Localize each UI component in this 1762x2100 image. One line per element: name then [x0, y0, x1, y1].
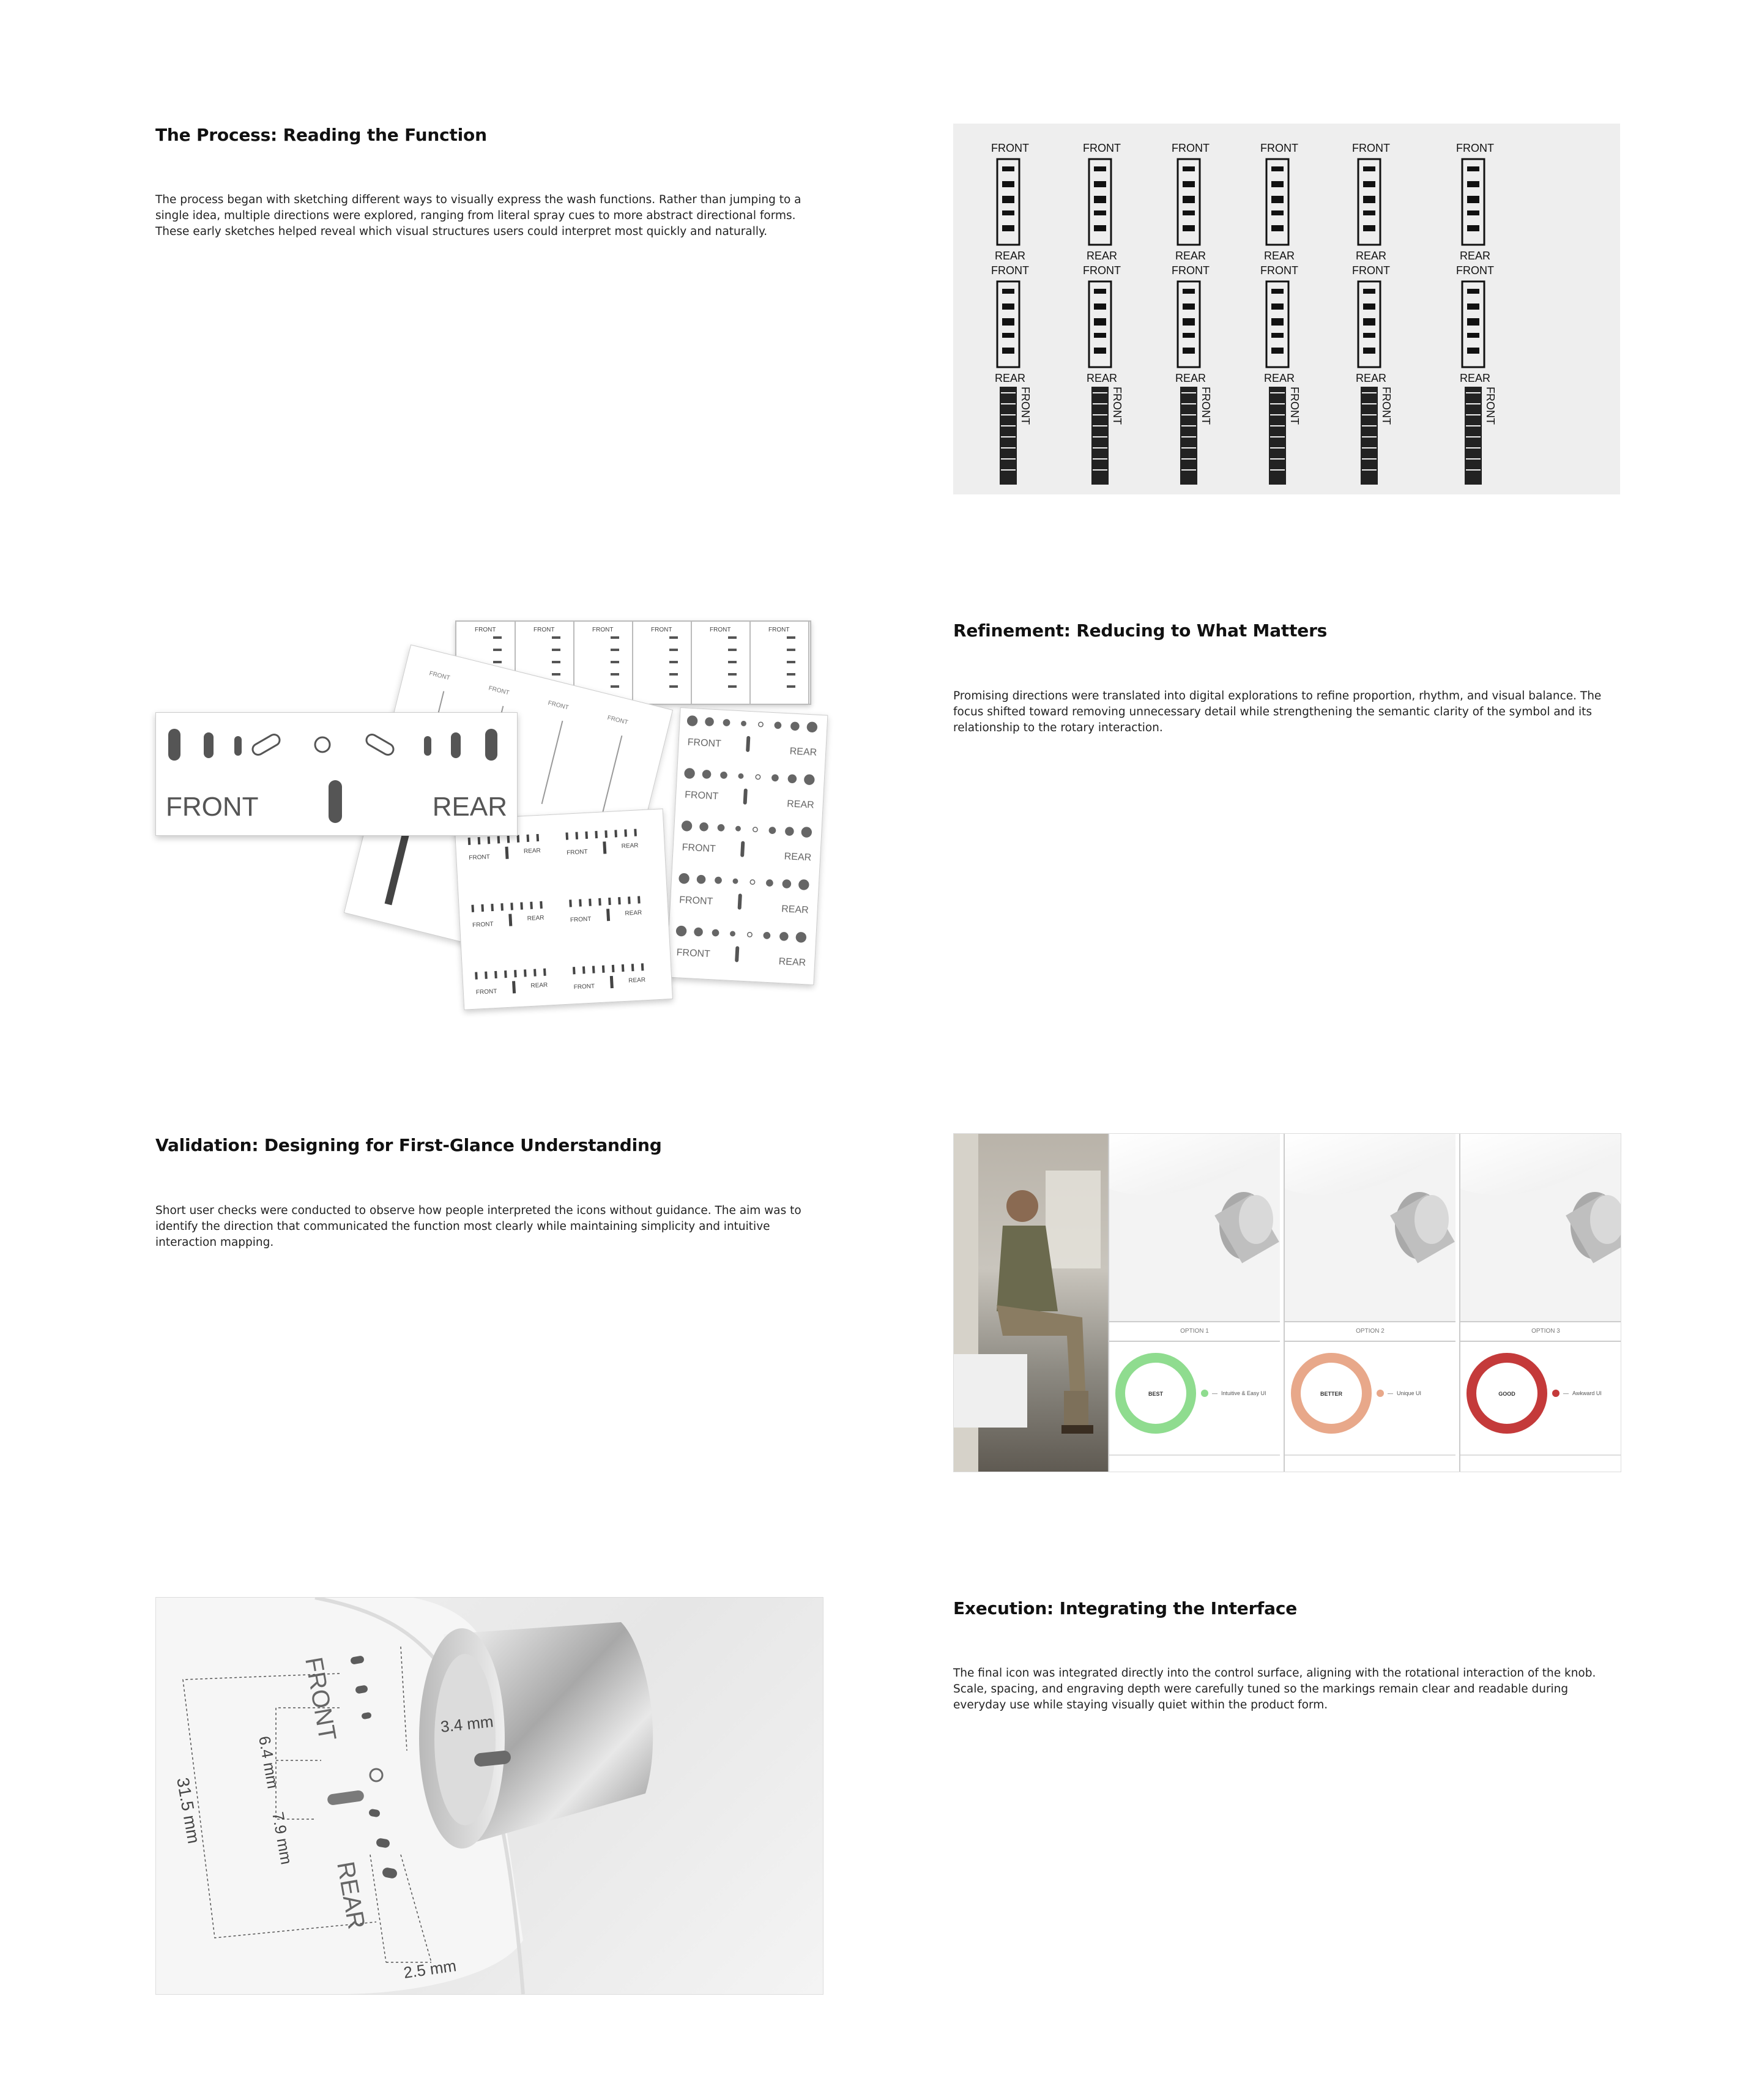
exploration-card-main: [155, 712, 518, 836]
option-label: OPTION 2: [1285, 1321, 1455, 1342]
svg-text:REAR: REAR: [995, 372, 1026, 384]
section-body-execution: The final icon was integrated directly into the control surface, aligning with the rotational interaction of the knob. Scale, spacing, and engraving depth were carefully tuned so the markings remain clear and readable during everyday use while staying visually quiet within the product form.: [953, 1667, 1596, 1711]
rating-label: GOOD: [1498, 1391, 1515, 1397]
svg-text:FRONT: FRONT: [682, 842, 716, 855]
svg-text:FRONT: FRONT: [1352, 264, 1390, 277]
digital-explorations-collage: [153, 618, 832, 1022]
svg-text:FRONT: FRONT: [1172, 142, 1210, 154]
rating-ring-chart: [1113, 1350, 1199, 1436]
option-render: [1460, 1134, 1621, 1321]
svg-text:REAR: REAR: [625, 909, 642, 917]
legend-dash: —: [1388, 1390, 1393, 1396]
product-render-dimensions: [155, 1597, 823, 1995]
option-label: OPTION 3: [1460, 1321, 1621, 1342]
section-heading-validation: Validation: Designing for First-Glance Understanding: [155, 1135, 662, 1155]
dim-31-5: 31.5 mm: [173, 1776, 204, 1845]
svg-text:FRONT: FRONT: [570, 915, 592, 924]
validation-board: [953, 1133, 1621, 1472]
legend-dash: —: [1212, 1390, 1217, 1396]
svg-text:REAR: REAR: [527, 914, 545, 923]
legend: [1377, 1390, 1421, 1397]
svg-text:REAR: REAR: [1356, 372, 1387, 384]
dim-7-9: 7.9 mm: [269, 1810, 296, 1866]
rating-ring-chart: [1288, 1350, 1374, 1436]
svg-text:REAR: REAR: [628, 977, 646, 985]
svg-text:FRONT: FRONT: [1200, 387, 1212, 425]
svg-text:REAR: REAR: [1175, 250, 1206, 262]
section-heading-refinement: Refinement: Reducing to What Matters: [953, 620, 1328, 641]
dim-6-4: 6.4 mm: [255, 1734, 283, 1790]
svg-text:FRONT: FRONT: [1019, 387, 1032, 425]
spray-wide-icon: [251, 732, 282, 757]
svg-text:REAR: REAR: [1356, 250, 1387, 262]
svg-text:FRONT: FRONT: [547, 699, 570, 712]
tester-head: [1006, 1190, 1038, 1222]
option-column: [1108, 1134, 1280, 1472]
svg-text:FRONT: FRONT: [1456, 142, 1494, 154]
svg-text:REAR: REAR: [1264, 250, 1295, 262]
svg-text:REAR: REAR: [781, 904, 809, 916]
svg-text:FRONT: FRONT: [1111, 387, 1123, 425]
legend: [1201, 1390, 1266, 1397]
section-heading-execution: Execution: Integrating the Interface: [953, 1598, 1298, 1618]
section-heading-process: The Process: Reading the Function: [155, 125, 487, 145]
svg-text:FRONT: FRONT: [1172, 264, 1210, 277]
svg-text:REAR: REAR: [778, 956, 806, 969]
svg-text:FRONT: FRONT: [676, 947, 711, 960]
svg-text:FRONT: FRONT: [1380, 387, 1392, 425]
svg-text:FRONT: FRONT: [472, 921, 494, 929]
legend-dot-icon: [1201, 1390, 1208, 1397]
svg-text:REAR: REAR: [1460, 372, 1491, 384]
svg-text:FRONT: FRONT: [1456, 264, 1494, 277]
option-column: [1284, 1134, 1455, 1472]
svg-text:REAR: REAR: [784, 851, 812, 863]
svg-text:FRONT: FRONT: [488, 685, 510, 697]
legend-text: Awkward UI: [1572, 1390, 1602, 1396]
legend-text: Unique UI: [1397, 1390, 1422, 1396]
svg-text:FRONT: FRONT: [469, 854, 491, 862]
svg-text:FRONT: FRONT: [566, 848, 588, 857]
svg-text:FRONT: FRONT: [1260, 142, 1298, 154]
svg-text:FRONT: FRONT: [991, 264, 1029, 277]
rotary-knob: [419, 1622, 653, 1849]
svg-text:REAR: REAR: [523, 847, 541, 855]
legend-text: Intuitive & Easy UI: [1221, 1390, 1266, 1396]
svg-text:FRONT: FRONT: [475, 627, 496, 633]
svg-text:FRONT: FRONT: [428, 670, 451, 682]
svg-text:FRONT: FRONT: [1083, 142, 1121, 154]
legend-dash: —: [1563, 1390, 1569, 1396]
exploration-card-right: [666, 707, 828, 985]
rating-label: BEST: [1148, 1391, 1164, 1397]
rating-ring-chart: [1464, 1350, 1550, 1436]
user-test-photo: [954, 1134, 1108, 1472]
legend-dot-icon: [1552, 1390, 1559, 1397]
option-render: [1109, 1134, 1280, 1321]
svg-text:FRONT: FRONT: [1083, 264, 1121, 277]
svg-text:FRONT: FRONT: [678, 895, 713, 907]
rating-label: BETTER: [1320, 1391, 1342, 1397]
option-column: [1459, 1134, 1621, 1472]
svg-text:REAR: REAR: [1460, 250, 1491, 262]
legend-dot-icon: [1377, 1390, 1384, 1397]
svg-text:FRONT: FRONT: [475, 988, 497, 996]
main-icon-layout: [156, 713, 517, 835]
svg-text:REAR: REAR: [1175, 372, 1206, 384]
svg-text:REAR: REAR: [621, 842, 639, 850]
section-body-process: The process began with sketching different ways to visually express the wash functions. Rather than jumping to a single idea, multiple directions were explored, ranging from literal spray cues to more abstract directional forms. These early sketches helped reveal which visual structures users could interpret most quickly and naturally.: [155, 193, 801, 238]
section-body-validation: Short user checks were conducted to observe how people interpreted the icons without guidance. The aim was to identify the direction that communicated the function most clearly while maintaining simplicity and intuitive interaction mapping.: [155, 1204, 801, 1249]
svg-text:FRONT: FRONT: [651, 627, 672, 633]
svg-text:FRONT: FRONT: [606, 714, 629, 726]
svg-text:FRONT: FRONT: [684, 789, 719, 802]
svg-text:FRONT: FRONT: [768, 627, 790, 633]
svg-text:FRONT: FRONT: [573, 983, 595, 991]
dim-2-5: 2.5 mm: [402, 1956, 458, 1982]
main-rear-label: REAR: [432, 792, 507, 822]
svg-text:REAR: REAR: [530, 981, 548, 989]
svg-text:FRONT: FRONT: [710, 627, 731, 633]
svg-text:REAR: REAR: [1264, 372, 1295, 384]
render-front-label: FRONT: [300, 1655, 341, 1743]
render-rear-label: REAR: [332, 1859, 370, 1932]
svg-text:FRONT: FRONT: [1260, 264, 1298, 277]
svg-text:FRONT: FRONT: [533, 627, 555, 633]
sketch-board-image: [953, 124, 1620, 494]
spray-narrow-icon: [365, 732, 396, 757]
svg-text:FRONT: FRONT: [592, 627, 614, 633]
svg-text:FRONT: FRONT: [1484, 387, 1496, 425]
svg-text:REAR: REAR: [1087, 250, 1118, 262]
section-body-refinement: Promising directions were translated into digital explorations to refine proportion, rhythm, and visual balance. The focus shifted toward removing unnecessary detail while strengthening the semantic clarity of the symbol and its relationship to the rotary interaction.: [953, 690, 1602, 734]
option-render: [1285, 1134, 1455, 1321]
option-label: OPTION 1: [1109, 1321, 1280, 1342]
svg-text:FRONT: FRONT: [991, 142, 1029, 154]
exploration-card-bottom: [454, 808, 673, 1010]
svg-text:FRONT: FRONT: [1288, 387, 1301, 425]
svg-text:FRONT: FRONT: [1352, 142, 1390, 154]
svg-text:REAR: REAR: [995, 250, 1026, 262]
legend: [1552, 1390, 1602, 1397]
sketch-drawings: [953, 124, 1620, 494]
svg-text:REAR: REAR: [1087, 372, 1118, 384]
center-circle-icon: [315, 737, 330, 752]
svg-text:REAR: REAR: [789, 746, 817, 758]
svg-text:REAR: REAR: [786, 799, 815, 811]
dim-3-4: 3.4 mm: [439, 1712, 494, 1736]
main-front-label: FRONT: [166, 792, 259, 822]
svg-text:FRONT: FRONT: [687, 737, 722, 750]
